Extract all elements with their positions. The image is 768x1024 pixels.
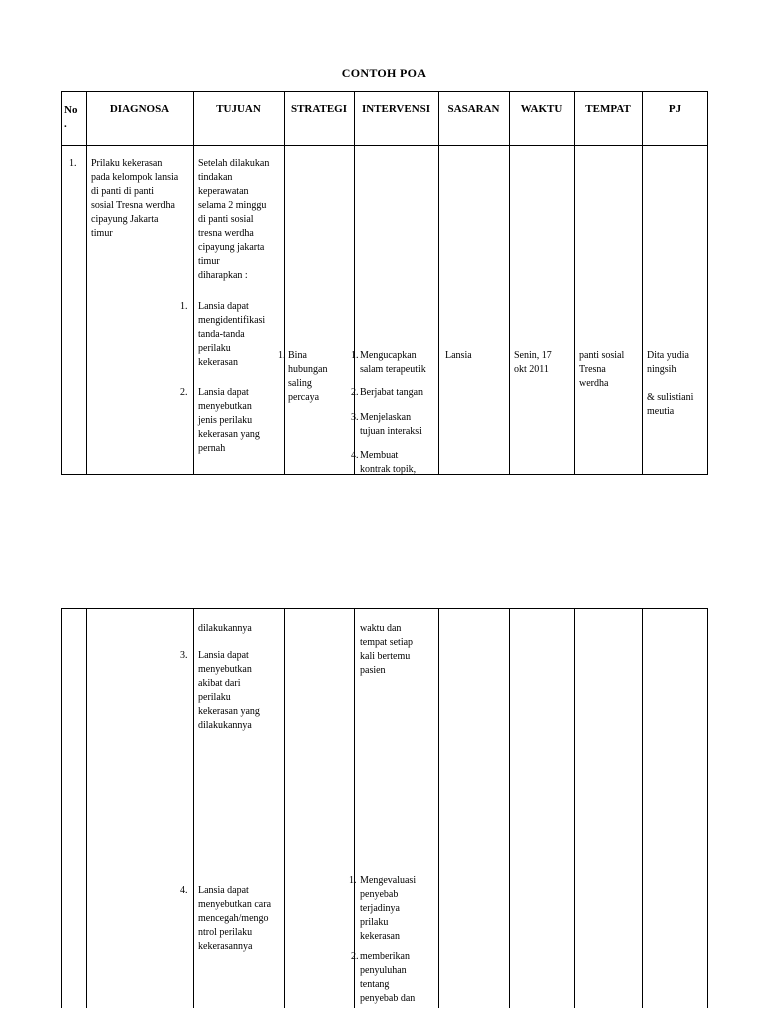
header-tempat: TEMPAT bbox=[585, 103, 631, 115]
tujuan-intro: Setelah dilakukan tindakan keperawatan selama 2 minggu di panti sosial tresna werdha cipayung jakarta timur diharapkan : bbox=[198, 158, 270, 281]
intervensi-item: Berjabat tangan bbox=[360, 387, 424, 398]
column-divider bbox=[574, 91, 575, 475]
tempat-text: panti sosial Tresna werdha bbox=[579, 350, 625, 389]
header-tujuan: TUJUAN bbox=[216, 103, 261, 115]
tujuan-continuation: dilakukannya bbox=[198, 623, 252, 634]
intervensi-item-number: 3. bbox=[351, 412, 359, 423]
header-sasaran: SASARAN bbox=[447, 103, 500, 115]
tujuan-item-number: 1. bbox=[180, 301, 188, 312]
column-divider bbox=[193, 608, 194, 1008]
header-pj: PJ bbox=[668, 103, 682, 115]
sasaran-text: Lansia bbox=[445, 350, 472, 361]
page-title: CONTOH POA bbox=[341, 66, 427, 80]
intervensi-item-number: 1. bbox=[351, 350, 359, 361]
tujuan-item: Lansia dapat mengidentifikasi tanda-tanda perilaku kekerasan bbox=[198, 301, 266, 368]
diagnosa-text: Prilaku kekerasan pada kelompok lansia di panti di panti sosial Tresna werdha cipayung Jakarta timur bbox=[91, 158, 179, 239]
strategi-item: Bina hubungan saling percaya bbox=[288, 350, 328, 403]
header-diagnosa: DIAGNOSA bbox=[109, 103, 170, 115]
intervensi-item: Menjelaskan tujuan interaksi bbox=[360, 412, 422, 437]
column-divider bbox=[642, 608, 643, 1008]
tujuan-item-number: 4. bbox=[180, 885, 188, 896]
header-strategi: STRATEGI bbox=[290, 103, 348, 115]
column-divider bbox=[642, 91, 643, 475]
column-divider bbox=[354, 608, 355, 1008]
intervensi-item: Mengucapkan salam terapeutik bbox=[360, 350, 426, 375]
header-no: No . bbox=[64, 104, 78, 130]
column-divider bbox=[438, 91, 439, 475]
waktu-text: Senin, 17 okt 2011 bbox=[514, 350, 552, 375]
column-divider bbox=[438, 608, 439, 1008]
column-divider bbox=[284, 91, 285, 475]
tujuan-item-number: 3. bbox=[180, 650, 188, 661]
intervensi-item-number: 2. bbox=[351, 951, 359, 962]
pj-text: Dita yudia ningsih bbox=[647, 350, 689, 375]
column-divider bbox=[284, 608, 285, 1008]
column-divider bbox=[86, 608, 87, 1008]
tujuan-item: Lansia dapat menyebutkan jenis perilaku kekerasan yang pernah bbox=[198, 387, 260, 454]
intervensi-item-number: 2. bbox=[351, 387, 359, 398]
column-divider bbox=[193, 91, 194, 475]
header-waktu: WAKTU bbox=[520, 103, 563, 115]
intervensi-item: Mengevaluasi penyebab terjadinya prilaku kekerasan bbox=[360, 875, 417, 942]
row-number: 1. bbox=[69, 158, 77, 169]
tujuan-item: Lansia dapat menyebutkan akibat dari perilaku kekerasan yang dilakukannya bbox=[198, 650, 260, 731]
column-divider bbox=[86, 91, 87, 475]
intervensi-item: memberikan penyuluhan tentang penyebab dan bbox=[360, 951, 416, 1004]
tujuan-item-number: 2. bbox=[180, 387, 188, 398]
intervensi-continuation: waktu dan tempat setiap kali bertemu pasien bbox=[360, 623, 414, 676]
intervensi-item-number: 4. bbox=[351, 450, 359, 461]
intervensi-item: Membuat kontrak topik, bbox=[360, 450, 417, 475]
strategi-item-number: 1. bbox=[278, 350, 286, 361]
column-divider bbox=[574, 608, 575, 1008]
header-intervensi: INTERVENSI bbox=[361, 103, 431, 115]
pj-text: & sulistiani meutia bbox=[647, 392, 694, 417]
column-divider bbox=[509, 608, 510, 1008]
table-header-divider bbox=[61, 145, 708, 146]
intervensi-item-number: 1. bbox=[349, 875, 357, 886]
column-divider bbox=[509, 91, 510, 475]
tujuan-item: Lansia dapat menyebutkan cara mencegah/mengo ntrol perilaku kekerasannya bbox=[198, 885, 272, 952]
